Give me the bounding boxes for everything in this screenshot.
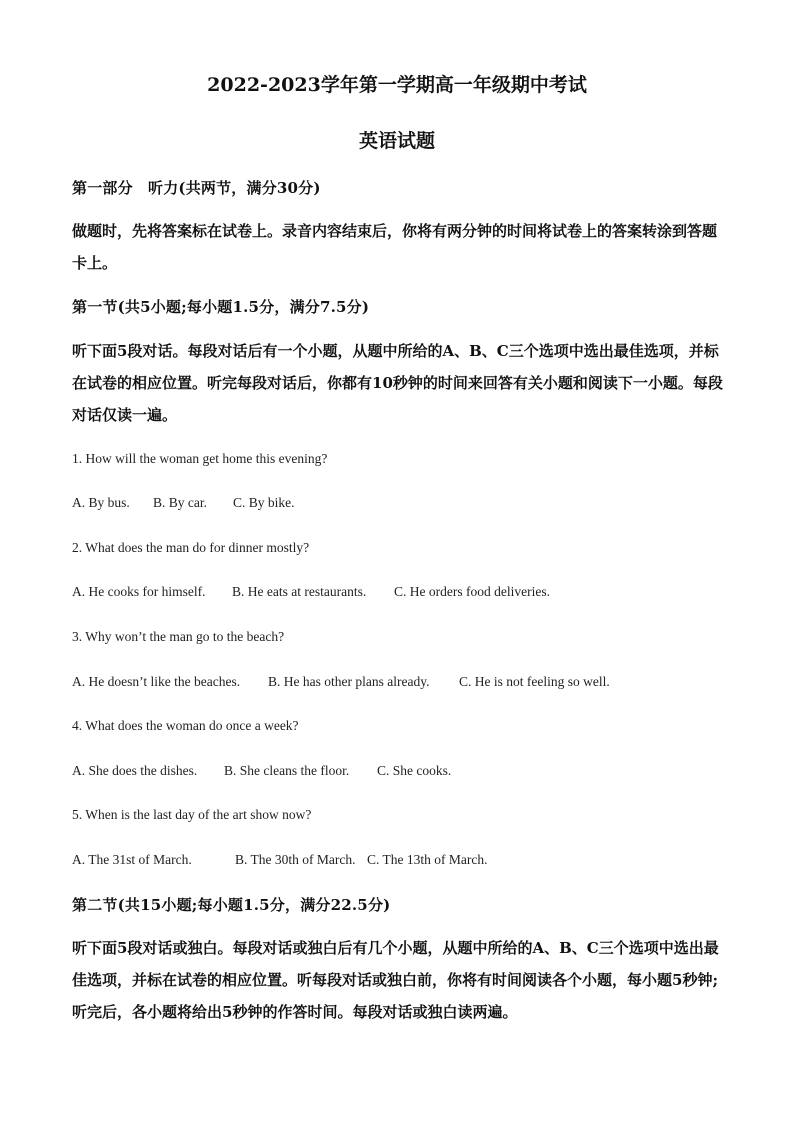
question-1: 1. How will the woman get home this evening? bbox=[72, 451, 328, 466]
section1-heading: 第一节(共5小题;每小题1.5分，满分7.5分) bbox=[72, 298, 370, 316]
option-a: A. The 31st of March. bbox=[72, 852, 192, 867]
option-a: A. By bus. bbox=[72, 495, 130, 510]
option-b: B. By car. bbox=[153, 495, 207, 510]
option-c: C. She cooks. bbox=[377, 763, 452, 778]
question-5-options bbox=[72, 852, 487, 868]
option-c: C. By bike. bbox=[233, 495, 295, 510]
exam-subtitle: 英语试题 bbox=[358, 130, 435, 152]
option-b: B. He has other plans already. bbox=[268, 674, 430, 689]
option-c: C. The 13th of March. bbox=[367, 852, 488, 867]
exam-title: 2022-2023学年第一学期高一年级期中考试 bbox=[207, 74, 587, 96]
question-5: 5. When is the last day of the art show now? bbox=[72, 807, 312, 822]
option-c: C. He orders food deliveries. bbox=[394, 584, 550, 599]
option-b: B. He eats at restaurants. bbox=[232, 584, 367, 599]
question-4-options bbox=[72, 763, 451, 779]
option-b: B. She cleans the floor. bbox=[224, 763, 350, 778]
option-a: A. He cooks for himself. bbox=[72, 584, 206, 599]
question-3: 3. Why won’t the man go to the beach? bbox=[72, 629, 285, 644]
question-1-options bbox=[72, 495, 295, 511]
option-b: B. The 30th of March. bbox=[235, 852, 356, 867]
option-c: C. He is not feeling so well. bbox=[459, 674, 610, 689]
question-3-options bbox=[72, 674, 610, 690]
instructions-transfer: 做题时，先将答案标在试卷上。录音内容结束后，你将有两分钟的时间将试卷上的答案转涂到答题卡上。 bbox=[72, 222, 718, 272]
instructions-section1: 听下面5段对话。每段对话后有一个小题，从题中所给的A、B、C三个选项中选出最佳选项，并标在试卷的相应位置。听完每段对话后，你都有10秒钟的时间来回答有关小题和阅读下一小题。每段对话仅读一遍。 bbox=[72, 342, 723, 424]
section2-heading: 第二节(共15小题;每小题1.5分，满分22.5分) bbox=[72, 896, 391, 914]
option-a: A. He doesn’t like the beaches. bbox=[72, 674, 241, 689]
option-a: A. She does the dishes. bbox=[72, 763, 198, 778]
instructions-section2: 听下面5段对话或独白。每段对话或独白后有几个小题，从题中所给的A、B、C三个选项中选出最佳选项，并标在试卷的相应位置。听每段对话或独白前，你将有时间阅读各个小题，每小题5秒钟;听完后，各小题将给出5秒钟的作答时间。每段对话或独白读两遍。 bbox=[72, 939, 719, 1021]
question-4: 4. What does the woman do once a week? bbox=[72, 718, 299, 733]
part1-heading: 第一部分 听力(共两节，满分30分) bbox=[72, 179, 321, 197]
question-2: 2. What does the man do for dinner mostly? bbox=[72, 540, 310, 555]
question-2-options bbox=[72, 584, 550, 600]
